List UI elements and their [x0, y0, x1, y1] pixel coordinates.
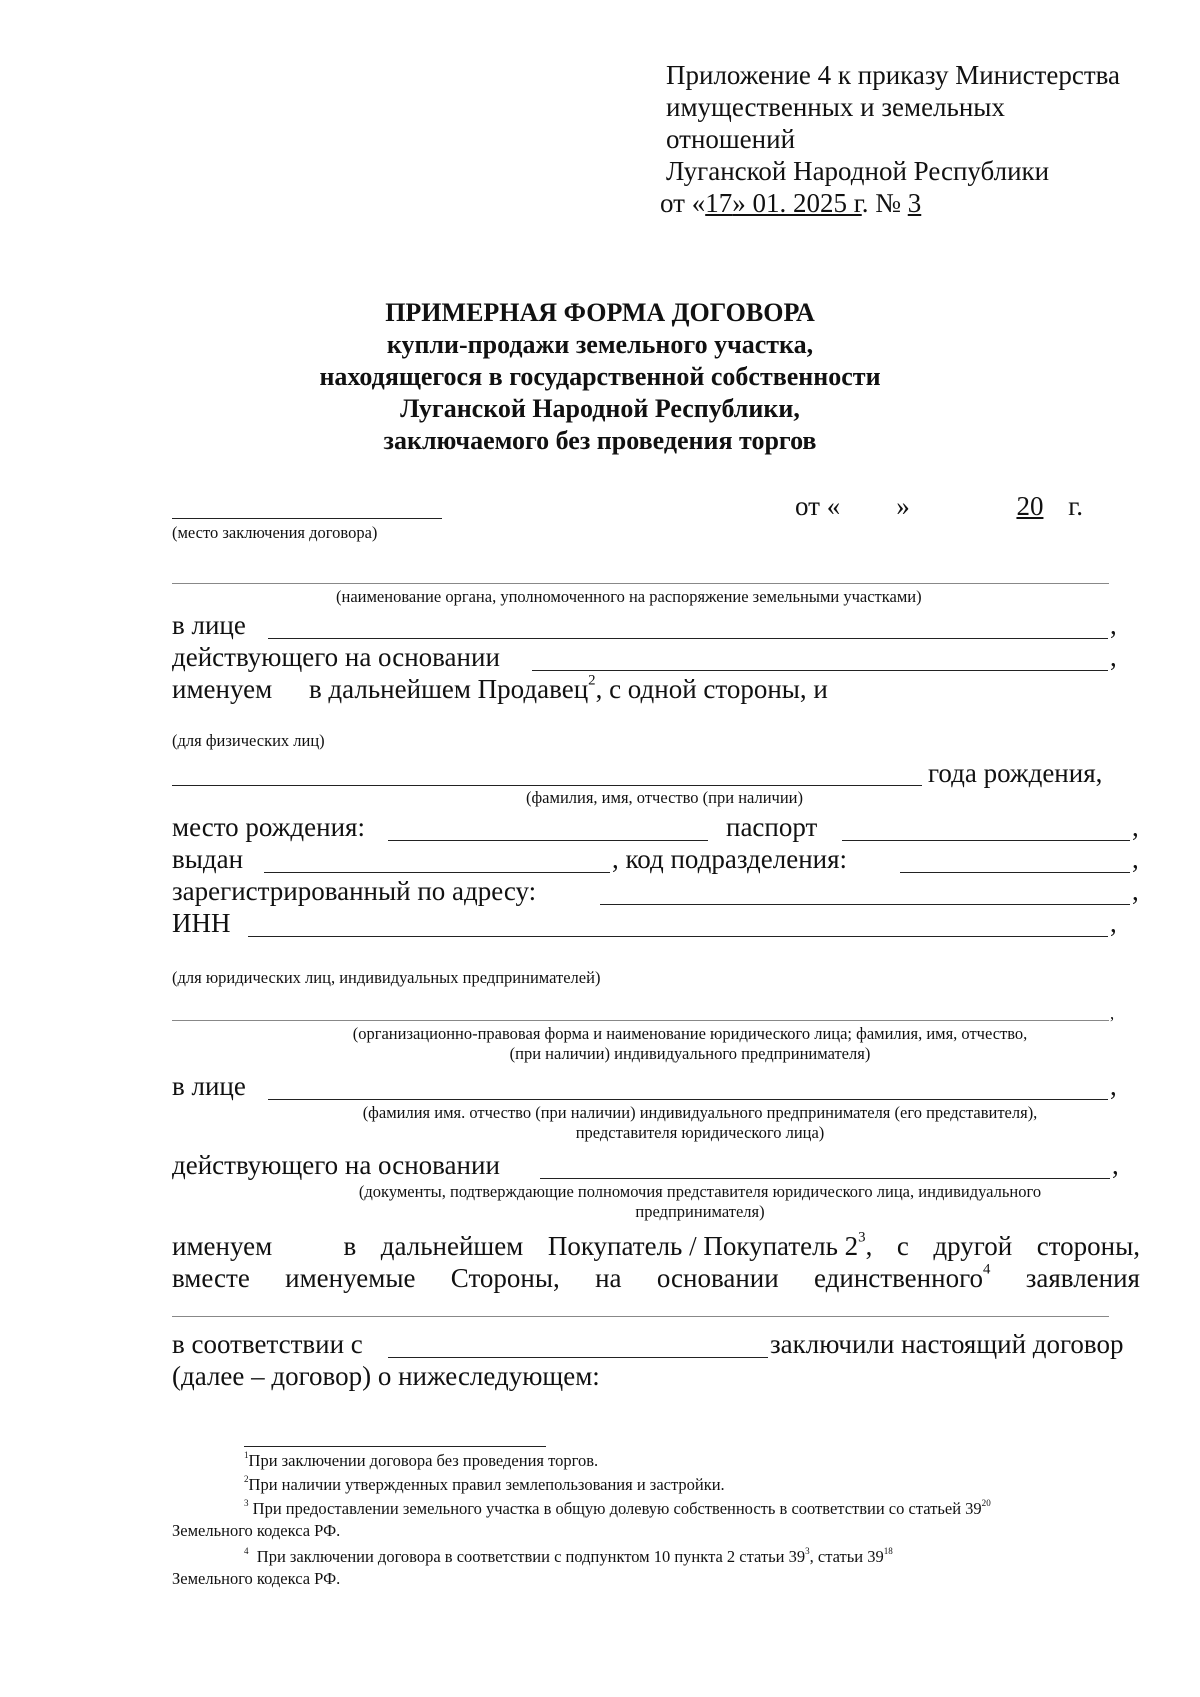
- appendix-line-1: Приложение 4 к приказу Министерства: [666, 60, 1121, 90]
- authority-docs-caption-2: предпринимателя): [635, 1202, 765, 1221]
- footnote-separator: [244, 1446, 546, 1447]
- issued-label: выдан: [172, 844, 244, 874]
- document-subtitle-2: находящегося в государственной собственности: [319, 362, 881, 391]
- registered-address-label: зарегистрированный по адресу:: [172, 876, 537, 906]
- comma: ,: [1110, 908, 1117, 938]
- legal-in-person-label: в лице: [172, 1071, 246, 1101]
- contract-date: от « » 20 г.: [795, 491, 1083, 521]
- comma: ,: [1110, 610, 1117, 640]
- footnote-4: $^4$ При заключении договора в соответствии с подпунктом 10 пункта 2 статьи $39^3$, статьи $39^{18}$: [244, 1545, 893, 1566]
- inn-label: ИНН: [172, 908, 231, 938]
- legal-basis-field-line[interactable]: [540, 1178, 1110, 1179]
- footnote-3: $^3$ При предоставлении земельного участка в общую долевую собственность в соответствии со статьей $39^{20}$: [244, 1497, 991, 1518]
- passport-label: паспорт: [726, 812, 818, 842]
- appendix-date: от «17» 01. 2025 г. № 3: [660, 188, 922, 218]
- legal-name-field-line[interactable]: [172, 1020, 1109, 1021]
- passport-field-line[interactable]: [842, 840, 1130, 841]
- authority-docs-caption: (документы, подтверждающие полномочия представителя юридического лица, индивидуального: [358, 1182, 1042, 1201]
- document-subtitle-3: Луганской Народной Республики,: [400, 394, 800, 423]
- authority-caption: (наименование органа, уполномоченного на распоряжение земельными участками): [336, 587, 922, 606]
- appendix-line-2: имущественных и земельных: [666, 92, 1005, 122]
- registered-address-field-line[interactable]: [600, 904, 1130, 905]
- comma: ,: [1110, 642, 1117, 672]
- appendix-line-4: Луганской Народной Республики: [666, 156, 1050, 186]
- document-subtitle-1: купли-продажи земельного участка,: [386, 330, 814, 359]
- application-field-line[interactable]: [172, 1316, 1109, 1317]
- birth-year-label: года рождения,: [928, 758, 1103, 788]
- representative-caption: (фамилия имя. отчество (при наличии) индивидуального предпринимателя (его представителя),: [362, 1103, 1038, 1122]
- footnote-2: $^2$При наличии утвержденных правил землепользования и застройки.: [244, 1473, 725, 1494]
- place-field-line[interactable]: [172, 518, 442, 519]
- division-code-label: , код подразделения:: [612, 844, 848, 874]
- inn-field-line[interactable]: [248, 936, 1108, 937]
- comma: ,: [1110, 1071, 1117, 1101]
- comma: ,: [1110, 1004, 1115, 1023]
- comma: ,: [1112, 1150, 1119, 1180]
- footnote-4-cont: Земельного кодекса РФ.: [172, 1569, 341, 1588]
- fio-field-line[interactable]: [172, 785, 922, 786]
- individuals-heading: (для физических лиц): [172, 731, 325, 750]
- legal-name-caption-2: (при наличии) индивидуального предпринимателя): [509, 1044, 871, 1063]
- legal-name-caption: (организационно-правовая форма и наименование юридического лица; фамилия, имя, отчество,: [352, 1024, 1028, 1043]
- legal-heading: (для юридических лиц, индивидуальных предпринимателей): [172, 968, 601, 987]
- footnote-3-cont: Земельного кодекса РФ.: [172, 1521, 341, 1540]
- buyer-line-4: (далее – договор) о нижеследующем:: [172, 1361, 600, 1391]
- accordance-field-line[interactable]: [388, 1357, 768, 1358]
- issued-field-line[interactable]: [264, 872, 610, 873]
- document-subtitle-4: заключаемого без проведения торгов: [383, 426, 817, 455]
- document-title: ПРИМЕРНАЯ ФОРМА ДОГОВОРА: [385, 298, 815, 327]
- legal-representative-line[interactable]: [268, 1099, 1108, 1100]
- authority-field-line[interactable]: [172, 583, 1109, 584]
- footnote-1: $^1$При заключении договора без проведения торгов.: [244, 1449, 599, 1470]
- representative-caption-2: представителя юридического лица): [575, 1123, 825, 1142]
- seller-basis-line[interactable]: [532, 670, 1108, 671]
- birthplace-field-line[interactable]: [388, 840, 708, 841]
- comma: ,: [1132, 876, 1139, 906]
- legal-basis-label: действующего на основании: [172, 1150, 500, 1180]
- comma: ,: [1132, 812, 1139, 842]
- seller-in-person-label: в лице: [172, 610, 246, 640]
- fio-caption: (фамилия, имя, отчество (при наличии): [526, 788, 804, 807]
- seller-named-text: именуем в дальнейшем Продавец$^2$, с одной стороны, и: [172, 672, 828, 704]
- buyer-line-3-b: заключили настоящий договор: [770, 1329, 1124, 1359]
- buyer-line-2: вместе именуемые Стороны, на основании единственного$^4$ заявления: [172, 1261, 1140, 1293]
- buyer-line-3-a: в соответствии с: [172, 1329, 363, 1359]
- birthplace-label: место рождения:: [172, 812, 365, 842]
- comma: ,: [1132, 844, 1139, 874]
- division-code-field-line[interactable]: [900, 872, 1130, 873]
- seller-basis-label: действующего на основании: [172, 642, 500, 672]
- place-caption: (место заключения договора): [172, 523, 378, 542]
- buyer-line-1: именуем в дальнейшем Покупатель / Покупатель $2^3$, с другой стороны,: [172, 1229, 1140, 1261]
- appendix-line-3: отношений: [666, 124, 796, 154]
- seller-representative-line[interactable]: [268, 638, 1108, 639]
